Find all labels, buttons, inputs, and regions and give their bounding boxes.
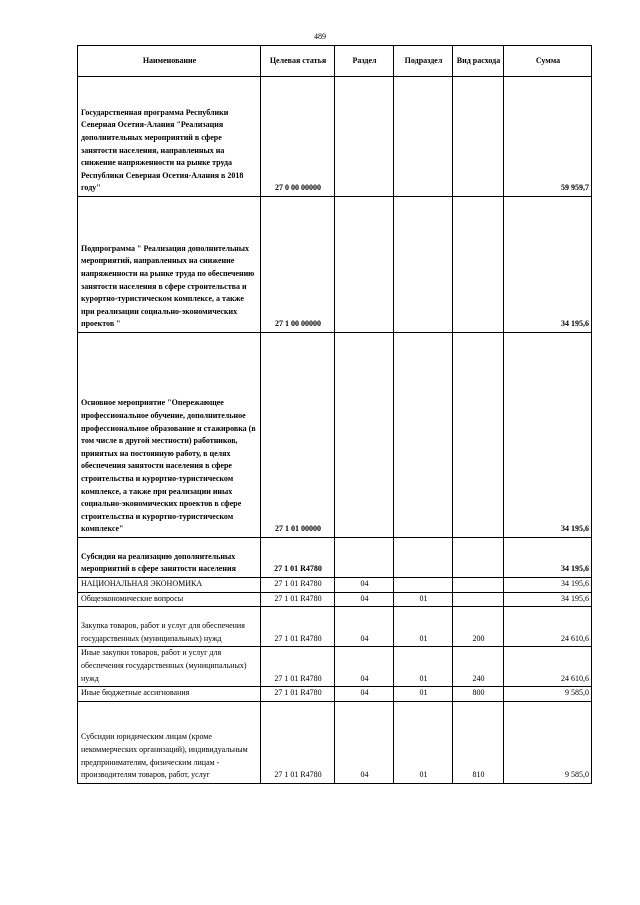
table-row: [78, 197, 592, 333]
table-row: [78, 607, 592, 647]
row-subsection: 01: [394, 687, 453, 702]
row-target-article: 27 1 01 R4780: [261, 592, 335, 607]
row-section: 04: [335, 578, 394, 593]
row-amount: 24 610,6: [504, 647, 592, 687]
row-name: Иные бюджетные ассигнования: [78, 687, 261, 702]
table-row: [78, 687, 592, 702]
row-amount: 24 610,6: [504, 607, 592, 647]
header-expense-type: Вид расхода: [453, 46, 504, 77]
row-amount: 9 585,0: [504, 701, 592, 783]
table-row: [78, 77, 592, 197]
header-subsection: Подраздел: [394, 46, 453, 77]
table-row: [78, 333, 592, 538]
row-name: Закупка товаров, работ и услуг для обеспечения государственных (муниципальных) нужд: [78, 607, 261, 647]
row-expense-type: [453, 333, 504, 538]
row-section: [335, 77, 394, 197]
row-section: [335, 197, 394, 333]
table-row: [78, 592, 592, 607]
header-section: Раздел: [335, 46, 394, 77]
row-expense-type: [453, 77, 504, 197]
header-amount: Сумма: [504, 46, 592, 77]
row-section: 04: [335, 647, 394, 687]
row-name: Субсидии юридическим лицам (кроме некоммерческих организаций), индивидуальным предпринимателям, физическим лицам - производителям товаров, работ, услуг: [78, 701, 261, 783]
row-expense-type: [453, 197, 504, 333]
row-expense-type: 810: [453, 701, 504, 783]
row-section: 04: [335, 701, 394, 783]
row-name: НАЦИОНАЛЬНАЯ ЭКОНОМИКА: [78, 578, 261, 593]
row-target-article: 27 1 01 R4780: [261, 538, 335, 578]
row-subsection: [394, 197, 453, 333]
row-subsection: [394, 578, 453, 593]
budget-table: [77, 45, 592, 784]
row-expense-type: [453, 592, 504, 607]
table-row: [78, 578, 592, 593]
row-target-article: 27 1 00 00000: [261, 197, 335, 333]
row-name: Государственная программа Республики Северная Осетия-Алания "Реализация дополнительных мероприятий в сфере занятости населения, направленных на снижение напряженности на рынке труда Республики Северная Осетия-Алания в 2018 году": [78, 77, 261, 197]
row-name: Основное мероприятие "Опережающее профессиональное обучение, дополнительное профессиональное образование и стажировка (в том числе в другой местности) работников, принятых на постоянную работу, в целях обеспечения занятости населения в сфере строительства и курортно-туристическом комплексе, а также при реализации иных социально-экономических проектов в сфере строительства и курортно-туристическом комплексе": [78, 333, 261, 538]
row-expense-type: [453, 538, 504, 578]
row-target-article: 27 1 01 R4780: [261, 607, 335, 647]
row-section: [335, 538, 394, 578]
page-number: 489: [314, 32, 326, 41]
header-name: Наименование: [78, 46, 261, 77]
table-header-row: [78, 46, 592, 77]
row-amount: 34 195,6: [504, 197, 592, 333]
row-expense-type: 800: [453, 687, 504, 702]
row-target-article: 27 1 01 R4780: [261, 647, 335, 687]
row-name: Общеэкономические вопросы: [78, 592, 261, 607]
row-target-article: 27 1 01 R4780: [261, 578, 335, 593]
row-amount: 59 959,7: [504, 77, 592, 197]
row-target-article: 27 1 01 R4780: [261, 687, 335, 702]
table-row: [78, 647, 592, 687]
row-section: 04: [335, 592, 394, 607]
row-section: 04: [335, 687, 394, 702]
row-expense-type: 200: [453, 607, 504, 647]
row-subsection: [394, 538, 453, 578]
row-amount: 34 195,6: [504, 578, 592, 593]
row-target-article: 27 1 01 00000: [261, 333, 335, 538]
table-row: [78, 538, 592, 578]
row-subsection: [394, 77, 453, 197]
row-subsection: 01: [394, 701, 453, 783]
row-section: [335, 333, 394, 538]
row-expense-type: 240: [453, 647, 504, 687]
table-row: [78, 701, 592, 783]
row-name: Субсидия на реализацию дополнительных мероприятий в сфере занятости населения: [78, 538, 261, 578]
header-target-article: Целевая статья: [261, 46, 335, 77]
row-name: Подпрограмма " Реализация дополнительных мероприятий, направленных на снижение напряженности на рынке труда по обеспечению занятости населения в сфере строительства и курортно-туристическом комплексе, а также при реализации социально-экономических проектов ": [78, 197, 261, 333]
row-section: 04: [335, 607, 394, 647]
row-subsection: 01: [394, 607, 453, 647]
row-amount: 34 195,6: [504, 333, 592, 538]
row-target-article: 27 1 01 R4780: [261, 701, 335, 783]
row-expense-type: [453, 578, 504, 593]
row-name: Иные закупки товаров, работ и услуг для обеспечения государственных (муниципальных) нужд: [78, 647, 261, 687]
row-subsection: 01: [394, 592, 453, 607]
row-target-article: 27 0 00 00000: [261, 77, 335, 197]
row-subsection: 01: [394, 647, 453, 687]
row-subsection: [394, 333, 453, 538]
row-amount: 9 585,0: [504, 687, 592, 702]
row-amount: 34 195,6: [504, 538, 592, 578]
row-amount: 34 195,6: [504, 592, 592, 607]
